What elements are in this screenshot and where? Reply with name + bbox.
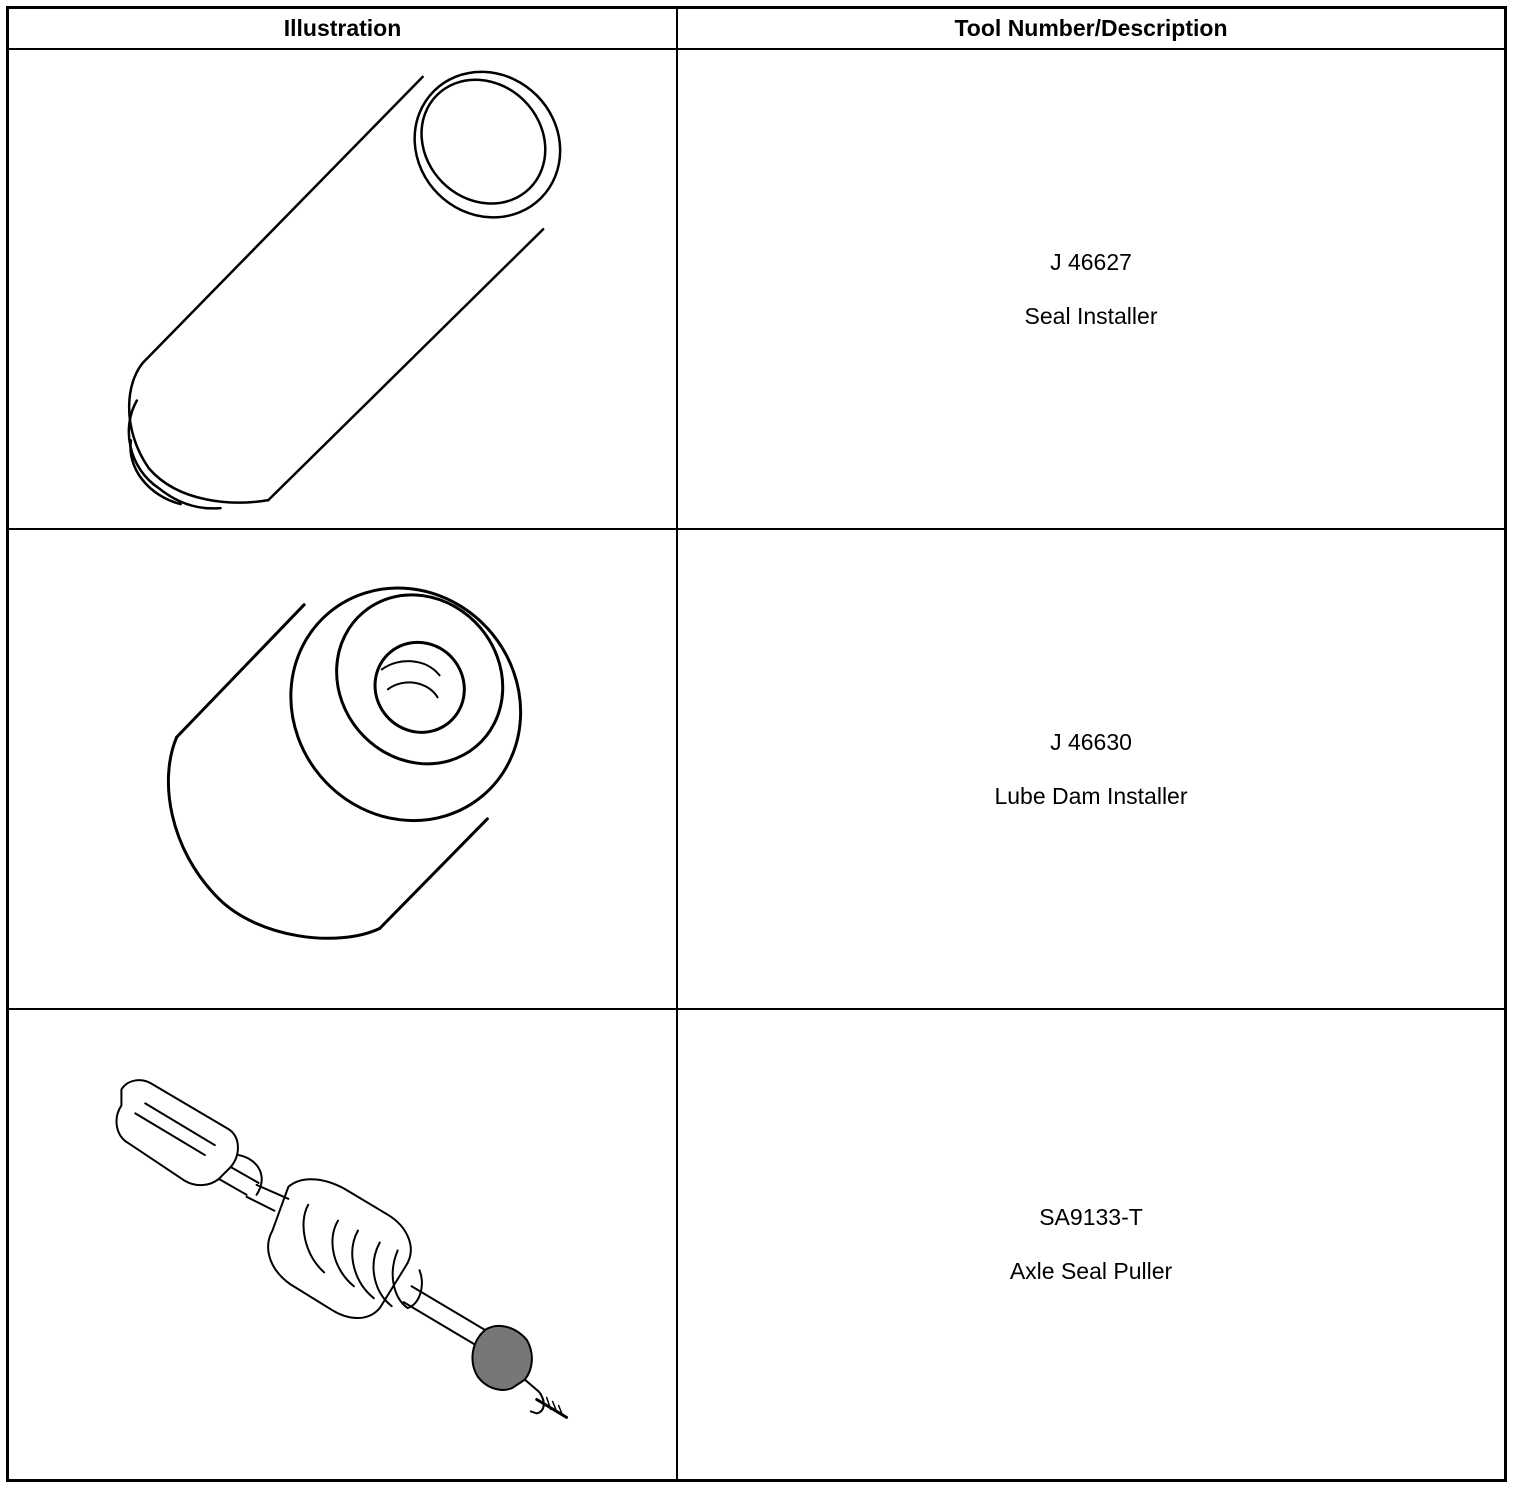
header-illustration (9, 9, 678, 50)
description-cell-axle-seal-puller (678, 1010, 1504, 1479)
tool-number: J 46630 (1050, 728, 1132, 755)
tool-description: Lube Dam Installer (994, 782, 1188, 809)
tool-description: Seal Installer (1024, 302, 1158, 329)
header-tool-description-label: Tool Number/Description (954, 15, 1228, 41)
seal-installer-icon (9, 50, 676, 528)
tool-description: Axle Seal Puller (1009, 1258, 1173, 1284)
illustration-cell-seal-installer (9, 50, 678, 530)
header-illustration-label: Illustration (283, 15, 402, 41)
tool-number: J 46627 (1050, 248, 1132, 275)
tool-table (6, 6, 1507, 1482)
axle-seal-puller-icon (9, 1010, 676, 1479)
description-cell-lube-dam-installer (678, 530, 1504, 1010)
illustration-cell-axle-seal-puller (9, 1010, 678, 1479)
illustration-cell-lube-dam-installer (9, 530, 678, 1010)
tool-number: SA9133-T (1039, 1204, 1143, 1230)
description-cell-seal-installer (678, 50, 1504, 530)
lube-dam-installer-icon (9, 530, 676, 1008)
header-tool-description (678, 9, 1504, 50)
